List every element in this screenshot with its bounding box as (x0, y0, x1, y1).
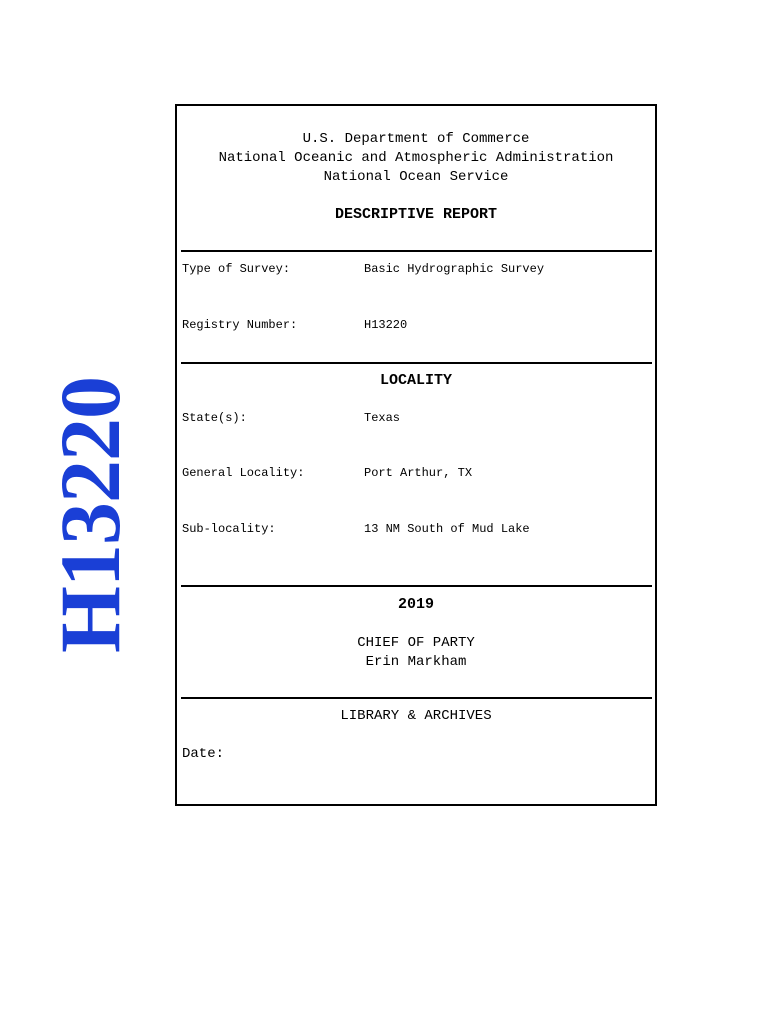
section-divider (181, 250, 652, 252)
locality-heading: LOCALITY (379, 372, 452, 389)
survey-type-label: Type of Survey: (182, 262, 291, 276)
administration-name: National Oceanic and Atmospheric Administration (218, 150, 614, 166)
registry-number-value: H13220 (364, 318, 408, 332)
sub-locality-label: Sub-locality: (182, 522, 276, 536)
registry-number-label: Registry Number: (182, 318, 298, 332)
general-locality-label: General Locality: (182, 466, 305, 480)
survey-year: 2019 (397, 596, 434, 613)
service-name: National Ocean Service (323, 169, 509, 185)
date-label: Date: (182, 746, 225, 762)
general-locality-value: Port Arthur, TX (364, 466, 473, 480)
chief-of-party-title: CHIEF OF PARTY (357, 635, 475, 651)
report-title: DESCRIPTIVE REPORT (334, 206, 498, 223)
section-divider (181, 697, 652, 699)
sub-locality-value: 13 NM South of Mud Lake (364, 522, 530, 536)
state-value: Texas (364, 411, 401, 425)
chief-of-party-name: Erin Markham (365, 654, 467, 670)
section-divider (181, 362, 652, 364)
survey-type-value: Basic Hydrographic Survey (364, 262, 545, 276)
department-name: U.S. Department of Commerce (302, 131, 530, 147)
descriptive-report-form (175, 104, 657, 806)
section-divider (181, 585, 652, 587)
library-archives-heading: LIBRARY & ARCHIVES (340, 708, 492, 724)
state-label: State(s): (182, 411, 247, 425)
registry-side-label: H13220 (42, 377, 138, 653)
